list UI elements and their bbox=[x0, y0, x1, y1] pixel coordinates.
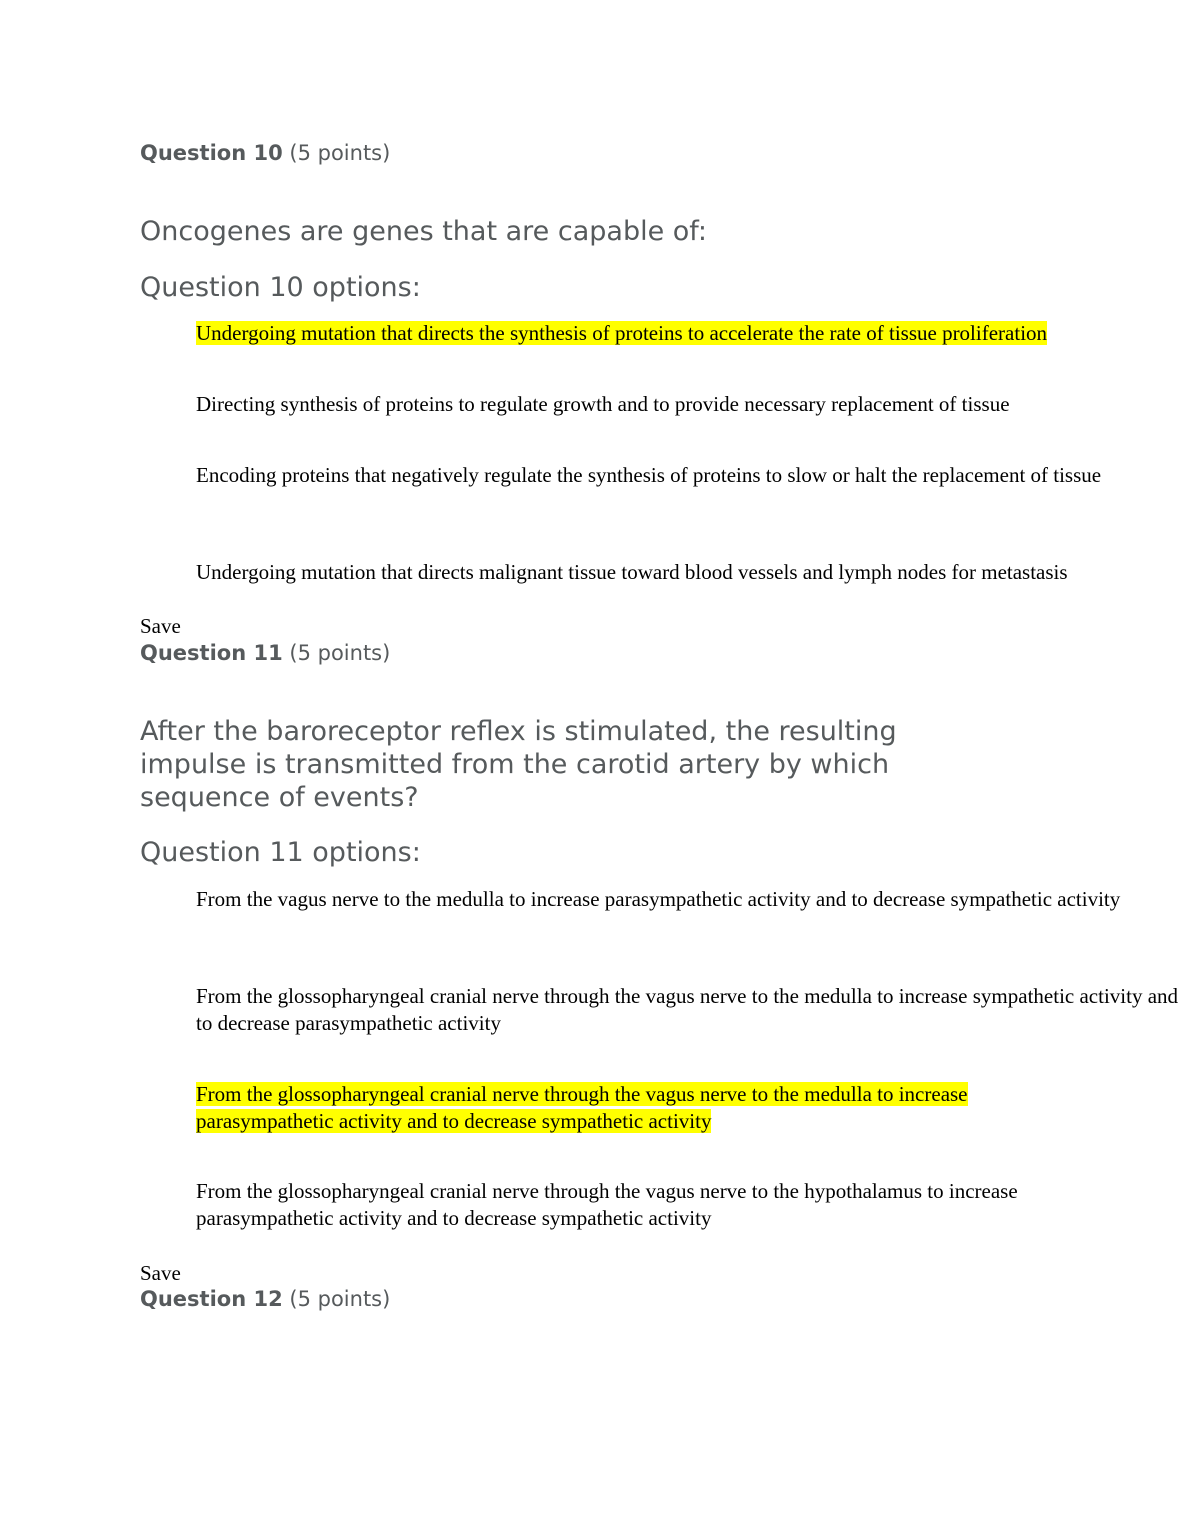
question-10-options-label: Question 10 options: bbox=[140, 272, 421, 303]
question-10-header bbox=[140, 140, 390, 166]
option-text: Undergoing mutation that directs the synthesis of proteins to accelerate the rate of tissue proliferation bbox=[196, 321, 1048, 345]
question-10-option-2[interactable] bbox=[196, 391, 1176, 418]
question-11-save-button[interactable]: Save bbox=[140, 1261, 181, 1285]
question-points: (5 points) bbox=[289, 641, 391, 665]
question-10-option-1[interactable] bbox=[196, 320, 1176, 347]
question-11-option-2[interactable] bbox=[196, 983, 1181, 1037]
option-text: From the glossopharyngeal cranial nerve through the vagus nerve to the medulla to increase parasympathetic activity and to decrease sympathetic activity bbox=[196, 1082, 968, 1133]
question-10-save-button[interactable]: Save bbox=[140, 614, 181, 638]
option-text: From the glossopharyngeal cranial nerve through the vagus nerve to the hypothalamus to increase parasympathetic activity and to decrease sympathetic activity bbox=[196, 1179, 1018, 1230]
question-12-header bbox=[140, 1286, 390, 1312]
question-11-options-label: Question 11 options: bbox=[140, 837, 421, 868]
option-text: Directing synthesis of proteins to regulate growth and to provide necessary replacement of tissue bbox=[196, 392, 1010, 416]
option-text: Undergoing mutation that directs malignant tissue toward blood vessels and lymph nodes for metastasis bbox=[196, 560, 1068, 584]
question-10-prompt: Oncogenes are genes that are capable of: bbox=[140, 216, 707, 247]
question-title: Question 11 bbox=[140, 641, 283, 665]
question-11-option-1[interactable] bbox=[196, 886, 1166, 913]
question-11-header bbox=[140, 640, 390, 666]
question-11-prompt: After the baroreceptor reflex is stimulated, the resulting impulse is transmitted from the carotid artery by which sequence of events? bbox=[140, 716, 897, 813]
question-10-option-4[interactable] bbox=[196, 559, 1176, 586]
question-11-option-4[interactable] bbox=[196, 1178, 1126, 1232]
question-points: (5 points) bbox=[289, 141, 391, 165]
question-points: (5 points) bbox=[289, 1287, 391, 1311]
question-11-option-3[interactable] bbox=[196, 1081, 1066, 1135]
option-text: Encoding proteins that negatively regulate the synthesis of proteins to slow or halt the replacement of tissue bbox=[196, 463, 1102, 487]
question-title: Question 10 bbox=[140, 141, 283, 165]
question-10-option-3[interactable] bbox=[196, 462, 1166, 489]
option-text: From the glossopharyngeal cranial nerve through the vagus nerve to the medulla to increase sympathetic activity and to decrease parasympathetic activity bbox=[196, 984, 1179, 1035]
option-text: From the vagus nerve to the medulla to increase parasympathetic activity and to decrease sympathetic activity bbox=[196, 887, 1121, 911]
question-title: Question 12 bbox=[140, 1287, 283, 1311]
